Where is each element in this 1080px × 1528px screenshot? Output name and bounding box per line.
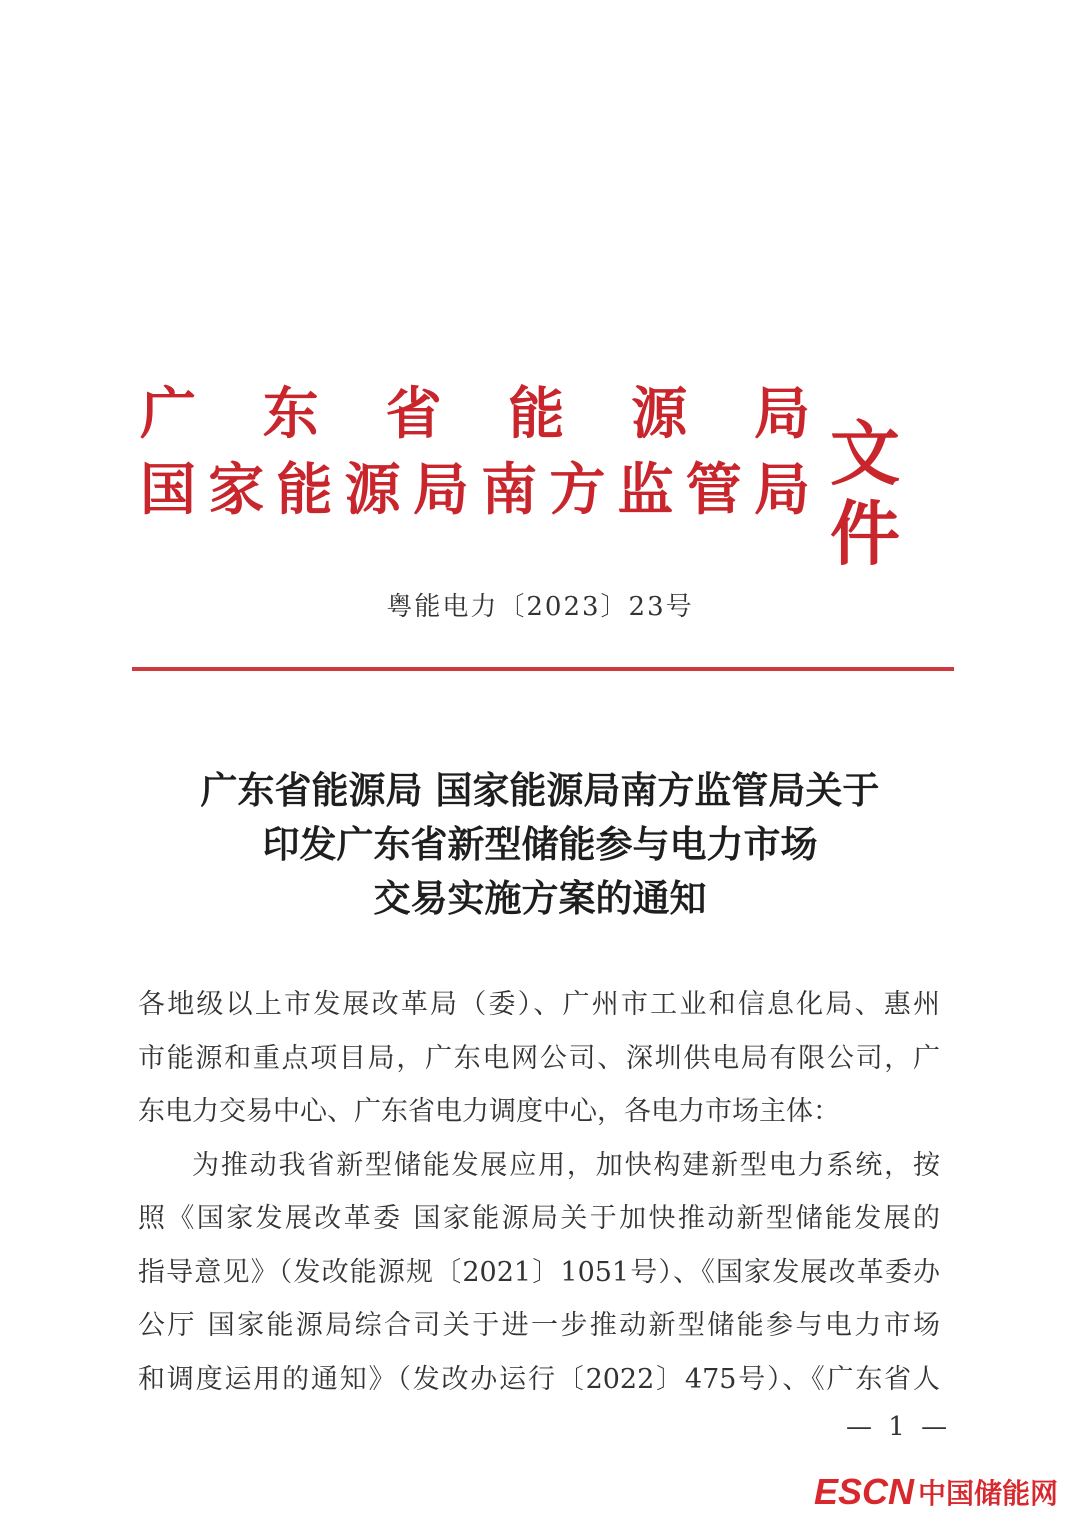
document-number: 粤能电力〔2023〕23号 [386,592,694,622]
issuer-line-1-char: 东 [262,381,319,447]
body-line: 和调度运用的通知》（发改办运行〔2022〕475号）、《广东省人 [138,1363,940,1395]
issuer-line-1-char: 广 [140,381,196,447]
issuer-line-2-char: 管 [685,457,742,523]
title-line: 交易实施方案的通知 [373,877,707,920]
body-line: 为推动我省新型储能发展应用，加快构建新型电力系统，按 [192,1149,940,1181]
body-line: 市能源和重点项目局，广东电网公司、深圳供电局有限公司，广 [138,1042,940,1074]
issuer-line-2 [140,458,810,522]
red-divider [132,667,954,671]
document-type-label: 文件 [830,412,902,575]
issuer-line-2-char: 能 [276,457,333,523]
body-line: 东电力交易中心、广东省电力调度中心，各电力市场主体： [138,1096,840,1127]
title-line: 印发广东省新型储能参与电力市场 [262,823,818,866]
issuer-line-1-char: 能 [508,381,565,447]
body-line: 指导意见》（发改能源规〔2021〕1051号）、《国家发展改革委办 [138,1256,940,1288]
issuer-line-2-char: 监 [617,457,674,523]
body-line: 各地级以上市发展改革局（委）、广州市工业和信息化局、惠州 [138,989,940,1020]
document-title [100,764,980,926]
issuer-header [140,380,960,575]
issuer-line-1 [140,382,810,446]
document-body [138,978,940,1406]
body-line: 公厅 国家能源局综合司关于进一步推动新型储能参与电力市场 [138,1310,940,1341]
issuer-line-2-char: 家 [208,457,265,523]
page-number: — 1 — [846,1412,952,1442]
issuer-line-2-char: 源 [344,457,401,523]
issuer-line-1-char: 省 [385,381,442,447]
issuer-line-2-char: 方 [549,457,606,523]
issuer-line-1-char: 局 [753,381,810,447]
issuer-line-2-char: 国 [140,457,196,523]
issuer-line-2-char: 南 [481,457,538,523]
issuer-line-2-char: 局 [412,457,469,523]
escn-watermark [814,1470,1058,1514]
body-line: 照《国家发展改革委 国家能源局关于加快推动新型储能发展的 [138,1203,940,1234]
watermark-chinese: 中国储能网 [917,1477,1058,1510]
issuer-line-2-char: 局 [753,457,810,523]
issuer-line-1-char: 源 [631,381,688,447]
title-line: 广东省能源局 国家能源局南方监管局关于 [200,769,880,812]
watermark-latin: ESCN [813,1471,914,1512]
